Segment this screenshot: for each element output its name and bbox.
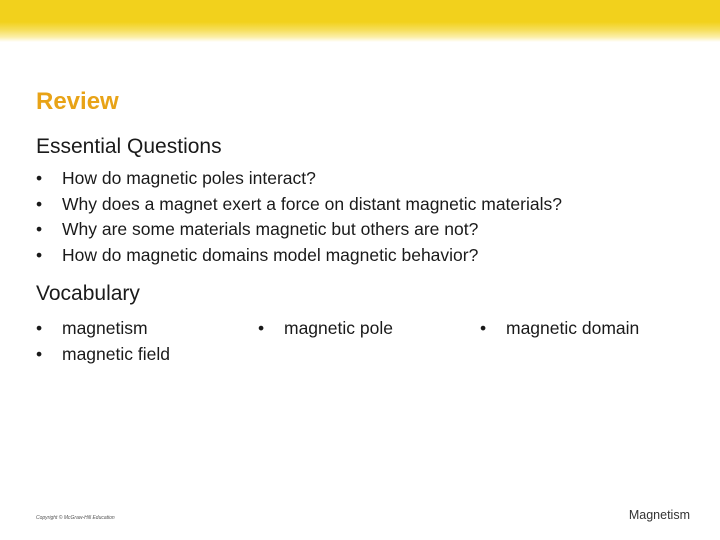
vocabulary-column-1 xyxy=(36,316,170,367)
vocabulary-term: • magnetic field xyxy=(36,342,170,368)
vocabulary-term: • magnetism xyxy=(36,316,170,342)
vocabulary-heading: Vocabulary xyxy=(36,282,140,305)
list-item: • Why does a magnet exert a force on distant magnetic materials? xyxy=(36,192,562,218)
vocabulary-term: • magnetic pole xyxy=(258,316,393,342)
vocabulary-column-2 xyxy=(258,316,393,342)
essential-questions-list xyxy=(36,166,562,268)
list-item: • How do magnetic domains model magnetic behavior? xyxy=(36,243,562,269)
vocabulary-term: • magnetic domain xyxy=(480,316,639,342)
top-accent-band xyxy=(0,0,720,42)
copyright-notice: Copyright © McGraw-Hill Education xyxy=(36,515,115,521)
vocabulary-column-3 xyxy=(480,316,639,342)
footer-topic-label: Magnetism xyxy=(628,508,690,522)
essential-questions-heading: Essential Questions xyxy=(36,135,222,158)
list-item: • How do magnetic poles interact? xyxy=(36,166,562,192)
slide-title: Review xyxy=(36,88,119,115)
list-item: • Why are some materials magnetic but others are not? xyxy=(36,217,562,243)
